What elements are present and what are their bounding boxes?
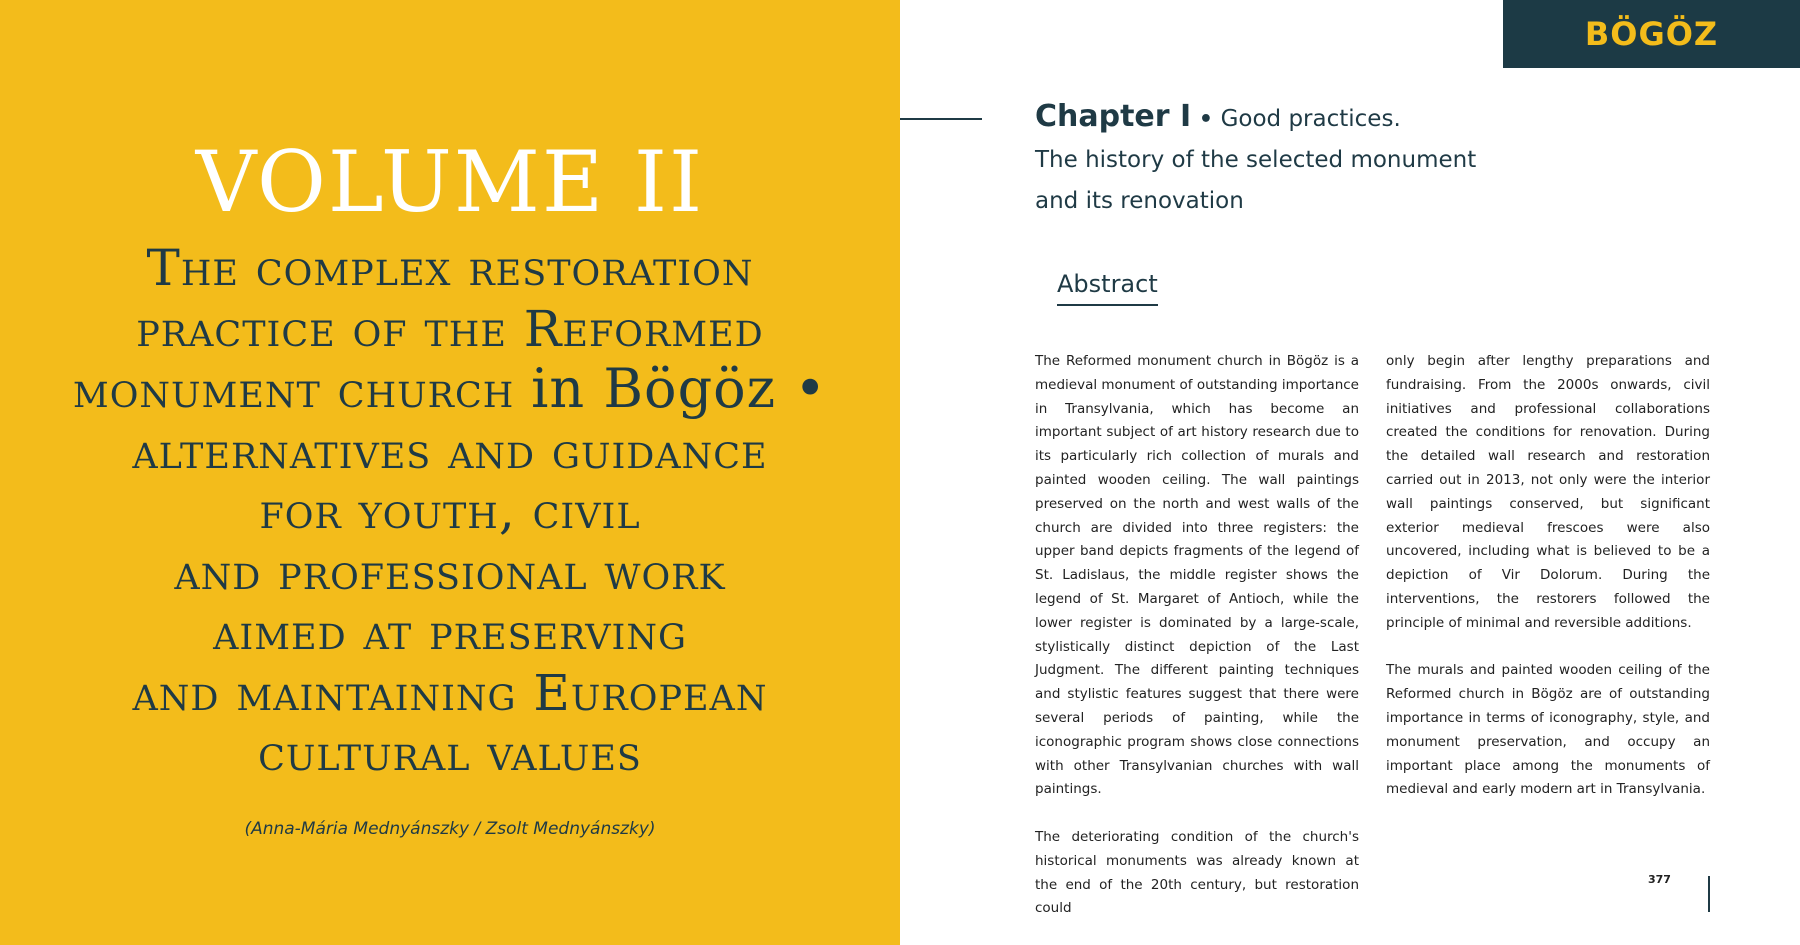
abstract-paragraph: The Reformed monument church in Bögöz is a medieval monument of outstanding importance in Transylvania, which has become an important subject of art history research due to its particularly rich collection of murals and painted wooden ceiling. The wall paintings preserved on the north and west walls of the church are divided into three registers: the upper band depicts fragments of the legend of St. Ladislaus, the middle register shows the legend of St. Margaret of Antioch, while the lower register is dominated by a large-scale, stylistically distinct depiction of the Last Judgment. The different painting techniques and stylistic features suggest that there were several periods of painting, while the iconographic program shows close connections with other Transylvanian churches with wall paintings. bbox=[1035, 353, 1359, 798]
chapter-rule bbox=[900, 118, 982, 120]
main-title-line: and professional work bbox=[174, 542, 726, 601]
right-page bbox=[900, 0, 1800, 945]
abstract-column-left bbox=[1035, 350, 1359, 945]
main-title-line: The complex restoration bbox=[146, 239, 754, 297]
abstract-paragraph: The deteriorating condition of the church's historical monuments was already known at the end of the 20th century, but restoration could bbox=[1035, 828, 1359, 917]
chapter-bullet: • bbox=[1191, 107, 1221, 132]
abstract-column-right bbox=[1386, 350, 1710, 826]
main-title-highlight: in Bögöz • bbox=[531, 357, 828, 420]
chapter-heading-line-3: and its renovation bbox=[1035, 188, 1244, 214]
main-title-line: alternatives and guidance bbox=[132, 421, 768, 480]
chapter-subtitle: Good practices. bbox=[1220, 106, 1401, 132]
page-number: 377 bbox=[1648, 873, 1671, 886]
main-title-line: and maintaining European bbox=[132, 663, 768, 722]
abstract-heading: Abstract bbox=[1057, 270, 1158, 306]
main-title-line: aimed at preserving bbox=[213, 603, 687, 661]
main-title-line: practice of the Reformed bbox=[136, 299, 764, 358]
authors: (Anna-Mária Mednyánszky / Zsolt Mednyánszky) bbox=[244, 819, 656, 839]
main-title-line bbox=[40, 359, 860, 421]
abstract-paragraph: The murals and painted wooden ceiling of the Reformed church in Bögöz are of outstanding importance in terms of iconography, style, and monument preservation, and occupy an important place among the monuments of medieval and early modern art in Transylvania. bbox=[1386, 662, 1710, 798]
main-title-line: cultural values bbox=[258, 724, 642, 782]
page-number-rule bbox=[1708, 876, 1710, 912]
header-tab: BÖGÖZ bbox=[1503, 0, 1800, 68]
chapter-heading bbox=[1035, 96, 1635, 222]
chapter-heading-line-2: The history of the selected monument bbox=[1035, 147, 1477, 173]
main-title-line: for youth, civil bbox=[259, 482, 641, 540]
chapter-label: Chapter I bbox=[1035, 99, 1192, 134]
volume-title: VOLUME II bbox=[195, 133, 705, 231]
main-title-line-text: monument church bbox=[72, 361, 515, 419]
chapter-heading-line-1 bbox=[1035, 96, 1635, 140]
main-title bbox=[40, 238, 860, 784]
abstract-paragraph: only begin after lengthy preparations and fundraising. From the 2000s onwards, civil initiatives and professional collaborations created the conditions for renovation. During the detailed wall research and restoration carried out in 2013, not only were the interior wall paintings conserved, but significant exterior medieval frescoes were also uncovered, including what is believed to be a depiction of Vir Dolorum. During the interventions, the restorers followed the principle of minimal and reversible additions. bbox=[1386, 353, 1710, 631]
